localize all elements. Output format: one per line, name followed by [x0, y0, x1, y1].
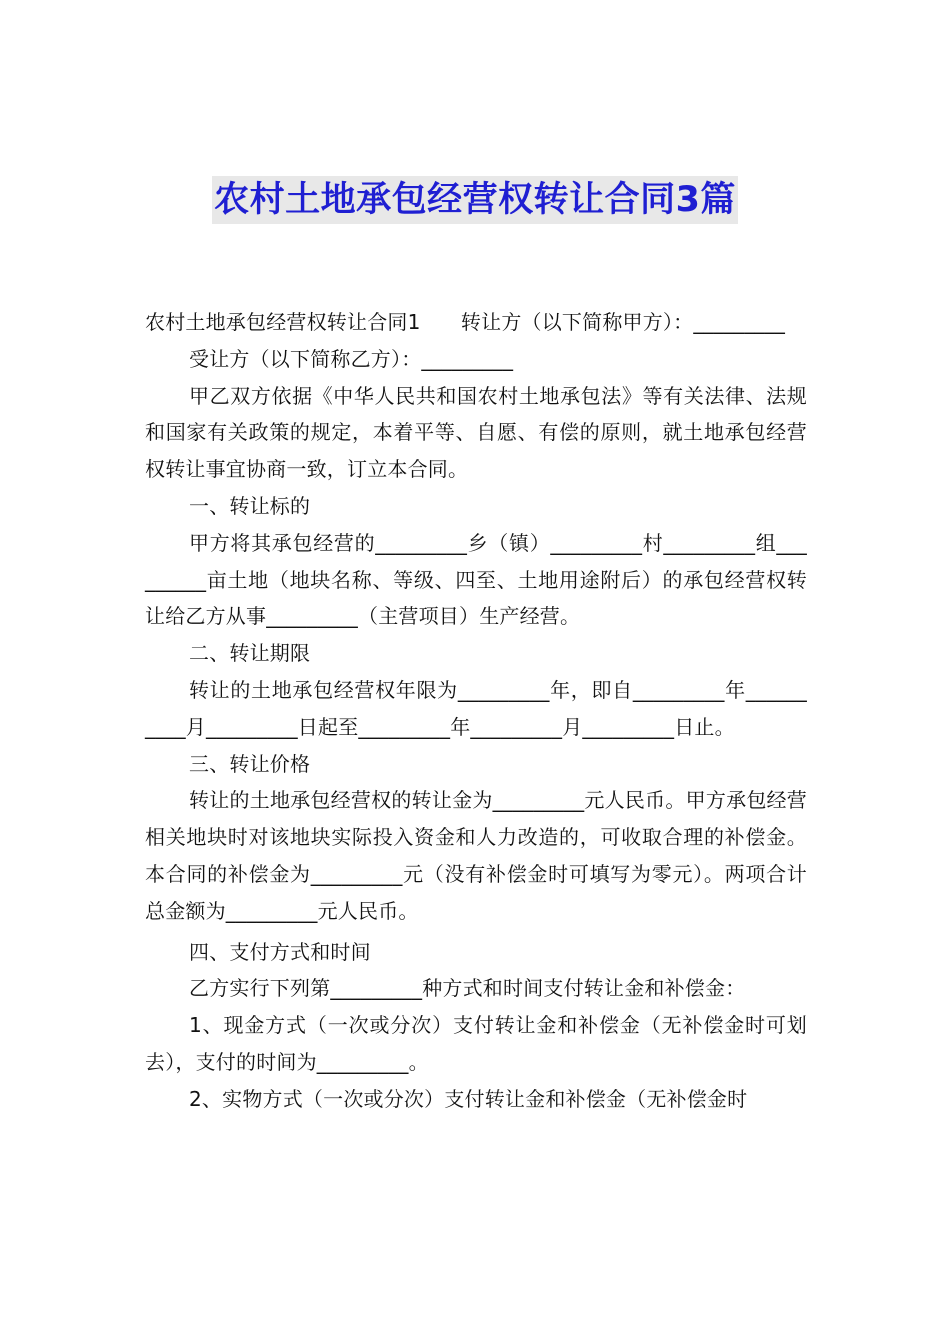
payment-option-2: 2、实物方式（一次或分次）支付转让金和补偿金（无补偿金时: [189, 1086, 748, 1111]
document-title: 农村土地承包经营权转让合同3篇: [212, 176, 738, 224]
transferee-paragraph: 受让方（以下简称乙方）：_________: [189, 346, 514, 371]
section-heading-4: 四、支付方式和时间: [189, 939, 371, 964]
payment-option-1: 1、现金方式（一次或分次）支付转让金和补偿金（无补偿金时可划去），支付的时间为_________。: [145, 1013, 807, 1074]
document-body: [145, 304, 807, 1118]
section-body-4: 乙方实行下列第_________种方式和时间支付转让金和补偿金：: [189, 976, 746, 1001]
section-body-3: 转让的土地承包经营权的转让金为_________元人民币。甲方承包经营相关地块时对该地块实际投入资金和人力改造的，可收取合理的补偿金。本合同的补偿金为_________元（没有补偿金时可填写为零元）。两项合计总金额为_________元人民币。: [145, 788, 807, 923]
section-heading-3: 三、转让价格: [189, 751, 311, 776]
section-body-1: 甲方将其承包经营的_________乡（镇）_________村_________组_________亩土地（地块名称、等级、四至、土地用途附后）的承包经营权转让给乙方从事_________（主营项目）生产经营。: [145, 530, 807, 629]
title-container: [0, 176, 950, 224]
section-body-2: 转让的土地承包经营权年限为_________年，即自_________年__________月_________日起至_________年_________月_________日止。: [145, 677, 807, 739]
preamble-paragraph: 甲乙双方依据《中华人民共和国农村土地承包法》等有关法律、法规和国家有关政策的规定，本着平等、自愿、有偿的原则，就土地承包经营权转让事宜协商一致，订立本合同。: [145, 383, 807, 482]
section-heading-2: 二、转让期限: [189, 641, 311, 666]
section-heading-1: 一、转让标的: [189, 493, 311, 518]
contract-heading-paragraph: 农村土地承包经营权转让合同1 转让方（以下简称甲方）：_________: [145, 310, 786, 334]
